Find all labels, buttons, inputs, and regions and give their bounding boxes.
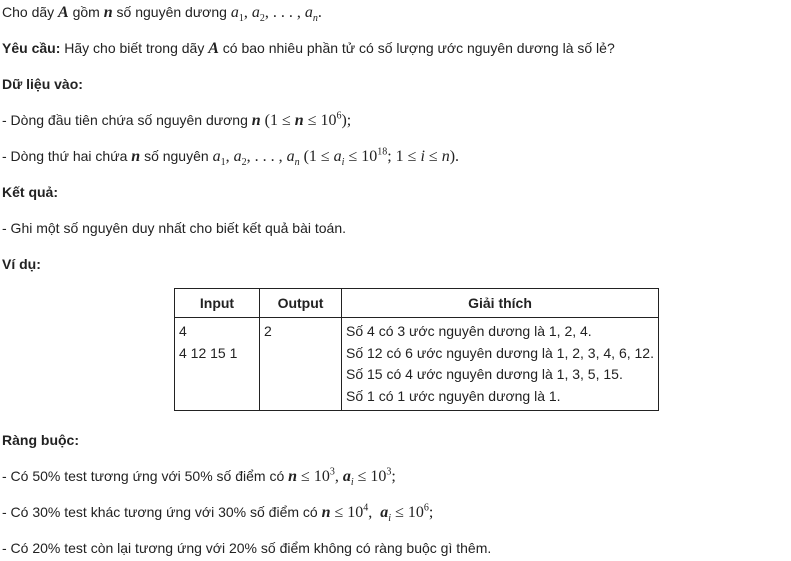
request-text-before: Hãy cho biết trong dãy	[64, 40, 205, 56]
explanation-line: Số 15 có 4 ước nguyên dương là 1, 3, 5, 15.	[346, 366, 623, 382]
var-A: A	[58, 4, 69, 21]
cell-explanation	[342, 318, 659, 411]
constraint-line-2	[2, 502, 434, 525]
intro-line	[2, 3, 322, 25]
constraints-heading: Ràng buộc:	[2, 432, 79, 448]
input-line-2	[2, 146, 460, 169]
constraint-line-2-text: - Có 30% test khác tương ứng với 30% số điểm có	[2, 504, 318, 520]
input-line: 4 12 15 1	[179, 344, 238, 361]
constraint-line-1-math: $n \le 10^3$, $a_i \le 10^3$;	[288, 466, 396, 489]
intro-prefix: Cho dãy	[2, 4, 55, 20]
input-heading: Dữ liệu vào:	[2, 76, 83, 92]
output-heading: Kết quả:	[2, 184, 58, 200]
constraint-line-2-math: $n \le 10^4$, $a_i \le 10^6$;	[321, 502, 434, 525]
header-explanation: Giải thích	[342, 289, 659, 318]
cell-input	[175, 318, 260, 411]
var-A: A	[208, 40, 219, 57]
input-line-2-text-b: số nguyên	[144, 148, 209, 164]
example-heading: Ví dụ:	[2, 256, 41, 272]
explanation-line: Số 1 có 1 ước nguyên dương là 1.	[346, 387, 561, 404]
header-output: Output	[260, 289, 342, 318]
intro-suffix: số nguyên dương	[116, 4, 227, 20]
constraint-line-1	[2, 466, 396, 489]
cell-output	[260, 318, 342, 411]
constraint-line-3: - Có 20% test còn lại tương ứng với 20% số điểm không có ràng buộc gì thêm.	[2, 540, 492, 556]
input-line-2-math: $a_1$, $a_2$, . . . , $a_n$ ($1 \le a_i \le 10^{18}$; 1 ≤ i ≤ n).	[212, 146, 460, 169]
var-n: n	[103, 4, 113, 21]
request-label: Yêu cầu:	[2, 40, 61, 56]
output-line: 2	[264, 323, 272, 339]
input-line-1	[2, 111, 351, 130]
header-input: Input	[175, 289, 260, 318]
example-table	[174, 288, 659, 411]
explanation-line: Số 4 có 3 ước nguyên dương là 1, 2, 4.	[346, 323, 592, 339]
table-header-row	[175, 289, 659, 318]
input-line-1-math: n $(1 \le n \le 10^6)$;	[251, 110, 352, 129]
input-line: 4	[179, 323, 187, 339]
intro-mid: gồm	[72, 4, 100, 20]
input-line-2-text-a: - Dòng thứ hai chứa	[2, 148, 128, 164]
var-n: n	[131, 148, 141, 165]
request-text-after: có bao nhiêu phần tử có số lượng ước nguyên dương là số lẻ?	[222, 40, 615, 56]
explanation-line: Số 12 có 6 ước nguyên dương là 1, 2, 3, 4, 6, 12.	[346, 344, 654, 361]
intro-sequence-math: $a_1$, $a_2$, . . . , $a_n$.	[230, 4, 322, 25]
constraint-line-1-text: - Có 50% test tương ứng với 50% số điểm có	[2, 468, 285, 484]
input-line-1-text: - Dòng đầu tiên chứa số nguyên dương	[2, 112, 248, 128]
output-line-1: - Ghi một số nguyên duy nhất cho biết kết quả bài toán.	[2, 220, 346, 236]
table-row	[175, 318, 659, 411]
request-line	[2, 39, 615, 58]
